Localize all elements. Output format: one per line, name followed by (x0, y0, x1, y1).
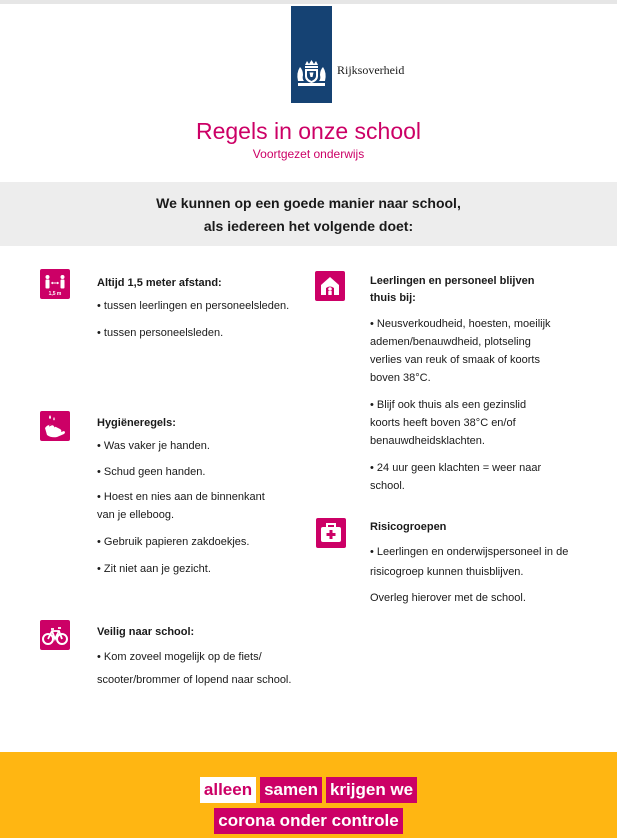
home-heading-line-2: thuis bij: (370, 292, 416, 304)
list-item: • Zit niet aan je gezicht. (97, 563, 211, 575)
home-heading-line-1: Leerlingen en personeel blijven (370, 275, 535, 287)
list-item: • tussen leerlingen en personeelsleden. (97, 300, 290, 312)
list-item: • Gebruik papieren zakdoekjes. (97, 536, 250, 548)
distance-heading: Altijd 1,5 meter afstand: (97, 277, 222, 289)
risk-heading: Risicogroepen (370, 521, 447, 533)
list-item: • Neusverkoudheid, hoesten, moeilijk (370, 318, 551, 330)
distance-icon-caption: 1,5 m (48, 291, 62, 297)
house-icon (315, 271, 345, 301)
list-item: • Leerlingen en onderwijspersoneel in de (370, 546, 569, 558)
list-item: • Blijf ook thuis als een gezinslid (370, 399, 527, 411)
slogan-word: krijgen we (326, 777, 417, 803)
safe-heading: Veilig naar school: (97, 626, 195, 638)
list-item: • Kom zoveel mogelijk op de fiets/ (97, 651, 262, 663)
page-subtitle: Voortgezet onderwijs (252, 147, 365, 161)
slogan-word: corona onder controle (214, 808, 402, 834)
list-item: benauwdheidsklachten. (370, 435, 485, 447)
hygiene-heading: Hygiëneregels: (97, 417, 176, 429)
slogan-row-1 (0, 777, 617, 803)
list-item: van je elleboog. (97, 509, 175, 521)
slogan-word: samen (260, 777, 322, 803)
list-item: koorts heeft boven 38°C en/of (370, 417, 516, 429)
list-item: risicogroep kunnen thuisblijven. (370, 566, 524, 578)
list-item: verlies van reuk of smaak of koorts (370, 354, 540, 366)
list-item: • Was vaker je handen. (97, 440, 210, 452)
slogan-word: alleen (200, 777, 256, 803)
handwash-icon (40, 411, 70, 441)
slogan-footer (0, 752, 617, 838)
coat-of-arms-icon (292, 57, 331, 89)
logo-wordmark: Rijksoverheid (337, 63, 405, 77)
intro-line-2: als iedereen het volgende doet: (203, 218, 414, 234)
first-aid-icon (316, 518, 346, 548)
list-item: • Hoest en nies aan de binnenkant (97, 491, 265, 503)
list-item: • tussen personeelsleden. (97, 327, 224, 339)
list-item: • Schud geen handen. (97, 466, 206, 478)
list-item: school. (370, 480, 405, 492)
list-item: ademen/benauwdheid, plotseling (370, 336, 531, 348)
page-title: Regels in onze school (195, 118, 422, 144)
slogan-row-2 (0, 808, 617, 834)
intro-banner (0, 182, 617, 246)
list-item: • 24 uur geen klachten = weer naar (370, 462, 542, 474)
intro-line-1: We kunnen op een goede manier naar school, (156, 195, 461, 211)
list-item: scooter/brommer of lopend naar school. (97, 674, 292, 686)
bicycle-icon (40, 620, 70, 650)
list-item: boven 38°C. (370, 372, 431, 384)
distance-icon (40, 269, 70, 299)
list-item: Overleg hierover met de school. (370, 592, 526, 604)
top-border (0, 0, 617, 4)
